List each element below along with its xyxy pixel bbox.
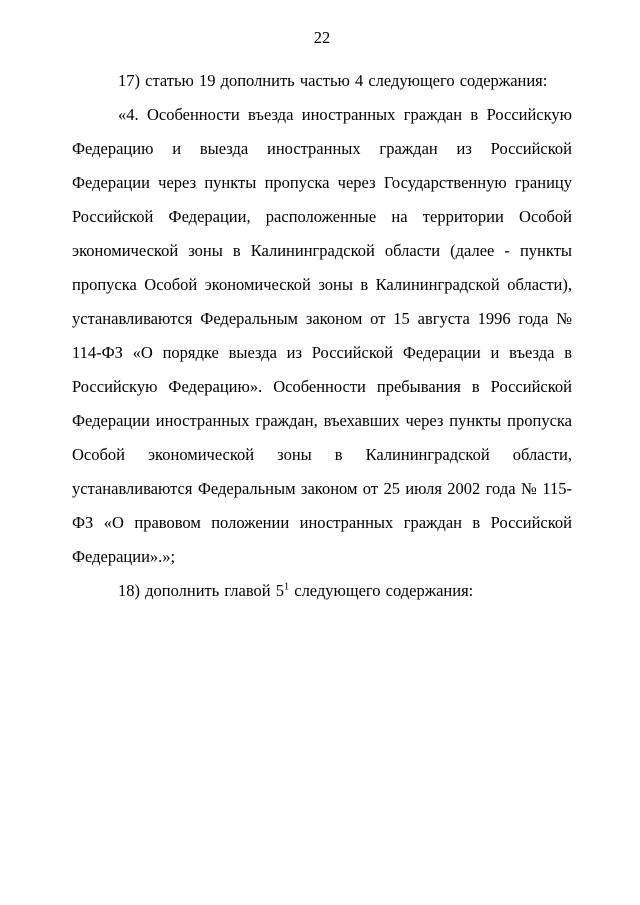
item-18-text-start: 18) дополнить главой 5 <box>118 581 285 600</box>
page-number: 22 <box>313 28 331 47</box>
paragraph-item-17: 17) статью 19 дополнить частью 4 следующего содержания: <box>118 71 548 90</box>
paragraph-item-18 <box>72 574 572 608</box>
item-18-text-end: следующего содержания: <box>289 581 474 600</box>
item-18-superscript: 1 <box>284 581 290 593</box>
paragraph-part-4-body: «4. Особенности въезда иностранных граждан в Российскую Федерацию и выезда иностранных граждан из Российской Федерации через пункты пропуска через Государственную границу Российской Федерации, расположенные на территории Особой экономической зоны в Калининградской области (далее - пункты пропуска Особой экономической зоны в Калининградской области), устанавливаются Федеральным законом от 15 августа 1996 года № 114-ФЗ «О порядке выезда из Российской Федерации и въезда в Российскую Федерацию». Особенности пребывания в Российской Федерации иностранных граждан, въехавших через пункты пропуска Особой экономической зоны в Калининградской области, устанавливаются Федеральным законом от 25 июля 2002 года № 115-ФЗ «О правовом положении иностранных граждан в Российской Федерации».»; <box>72 105 572 566</box>
